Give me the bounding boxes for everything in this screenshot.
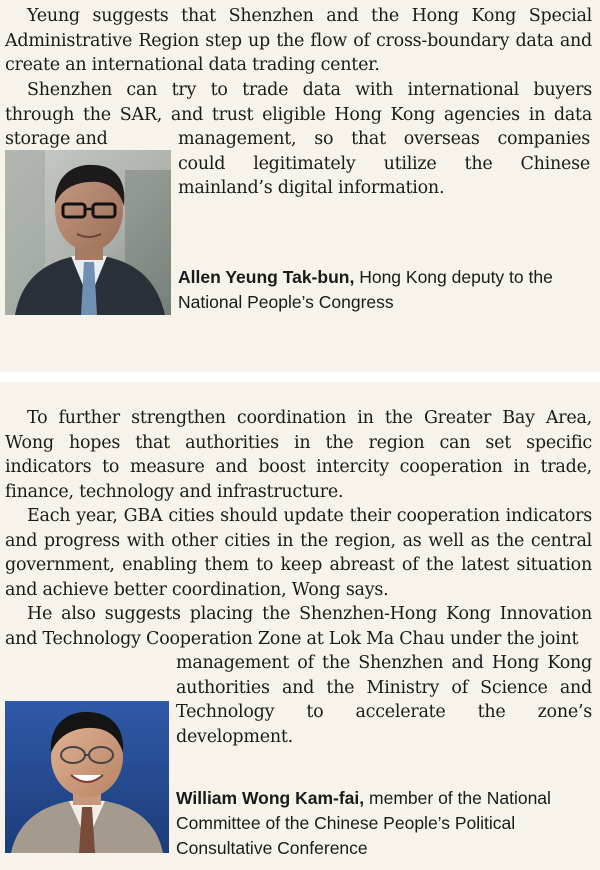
article-paragraph: Shenzhen can try to trade data with international buyers through the SAR, and trust eligible Hong Kong agencies in data storage and xyxy=(5,80,592,149)
person-name: William Wong Kam-fai, xyxy=(176,788,365,808)
article-paragraph: He also suggests placing the Shenzhen-Hong Kong Innovation and Technology Cooperation Zone at Lok Ma Chau under the joint xyxy=(5,604,592,649)
article-paragraph: management of the Shenzhen and Hong Kong authorities and the Ministry of Science and Technology to accelerate the zone’s development. xyxy=(176,653,592,747)
person-caption-wong xyxy=(176,786,592,861)
article-paragraph: Yeung suggests that Shenzhen and the Hong Kong Special Administrative Region step up the flow of cross-boundary data and create an international data trading center. xyxy=(5,6,592,75)
article-paragraph: Each year, GBA cities should update their cooperation indicators and progress with other cities in the region, as well as the central government, enabling them to keep abreast of the latest situation and achieve better coordination, Wong says. xyxy=(5,506,592,600)
person-caption-yeung xyxy=(178,265,592,315)
person-title: Hong Kong deputy to the National People’s Congress xyxy=(178,267,553,312)
article-paragraph: To further strengthen coordination in the Greater Bay Area, Wong hopes that authorities in the region can set specific indicators to measure and boost intercity cooperation in trade, finance, technology and infrastructure. xyxy=(5,408,592,502)
person-title: member of the National Committee of the Chinese People’s Political Consultative Conference xyxy=(176,788,551,858)
portrait-photo-william-wong xyxy=(5,701,169,853)
portrait-photo-allen-yeung xyxy=(5,150,171,315)
article-paragraph: management, so that overseas companies could legitimately utilize the Chinese mainland’s digital information. xyxy=(178,129,590,198)
person-name: Allen Yeung Tak-bun, xyxy=(178,267,355,287)
profile-panel-wong xyxy=(0,382,600,870)
profile-panel-yeung xyxy=(0,0,600,372)
